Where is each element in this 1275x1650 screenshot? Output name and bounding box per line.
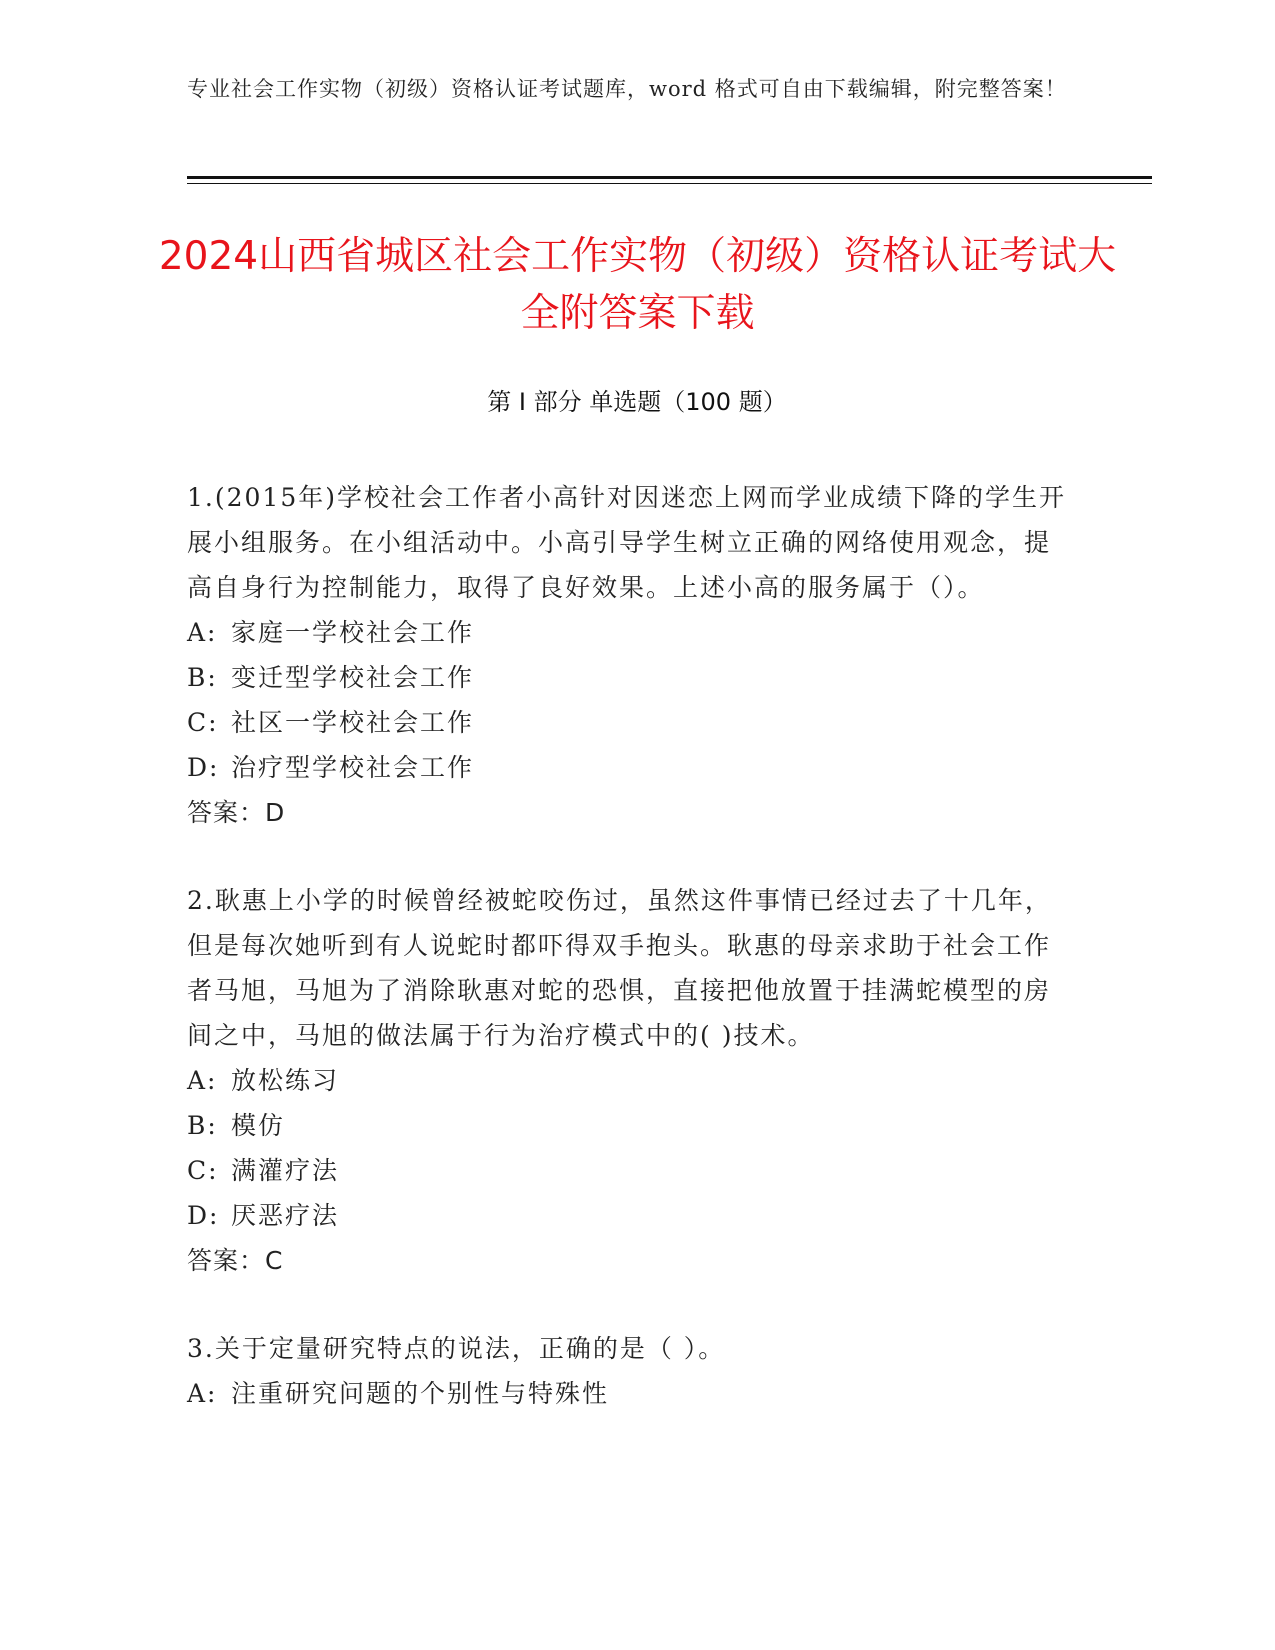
option-text: 模仿 [231,1111,286,1140]
option-text: 注重研究问题的个别性与特殊性 [231,1379,610,1408]
answer-line: 答案：C [187,1246,284,1275]
option-b [187,655,1067,700]
option-text: 放松练习 [231,1066,340,1095]
option-a [187,610,1067,655]
option-a [187,1058,1067,1103]
option-b [187,1103,1067,1148]
option-key: A: [187,618,218,647]
question-stem: 2.耿惠上小学的时候曾经被蛇咬伤过，虽然这件事情已经过去了十几年，但是每次她听到有人说蛇时都吓得双手抱头。耿惠的母亲求助于社会工作者马旭，马旭为了消除耿惠对蛇的恐惧，直接把他放置于挂满蛇模型的房间之中，马旭的做法属于行为治疗模式中的( )技术。 [187,886,1052,1050]
header-divider-thin [187,183,1152,184]
question-3 [187,1326,1067,1416]
question-2 [187,878,1067,1283]
question-stem: 1.(2015年)学校社会工作者小高针对因迷恋上网而学业成绩下降的学生开展小组服务。在小组活动中。小高引导学生树立正确的网络使用观念，提高自身行为控制能力，取得了良好效果。上述小高的服务属于（）。 [187,483,1066,602]
option-a [187,1371,1067,1416]
option-text: 社区一学校社会工作 [231,708,475,737]
question-list [187,475,1067,1459]
document-title: 2024山西省城区社会工作实物（初级）资格认证考试大全附答案下载 [158,234,1117,336]
option-d [187,745,1067,790]
section-heading: 第 I 部分 单选题（100 题） [487,388,787,416]
header-note: 专业社会工作实物（初级）资格认证考试题库，word 格式可自由下载编辑，附完整答案！ [187,77,1067,101]
option-key: A: [187,1066,218,1095]
header-divider [187,176,1152,179]
option-c [187,1148,1067,1193]
option-key: D: [187,1201,220,1230]
option-d [187,1193,1067,1238]
option-key: A: [187,1379,218,1408]
option-key: B: [187,663,218,692]
option-text: 厌恶疗法 [231,1201,340,1230]
question-1 [187,475,1067,835]
option-key: B: [187,1111,218,1140]
option-text: 治疗型学校社会工作 [231,753,475,782]
option-key: C: [187,1156,219,1185]
question-stem: 3.关于定量研究特点的说法，正确的是（ ）。 [187,1334,726,1363]
option-text: 变迁型学校社会工作 [231,663,475,692]
answer-line: 答案：D [187,798,286,827]
option-key: C: [187,708,219,737]
option-c [187,700,1067,745]
option-text: 满灌疗法 [231,1156,340,1185]
option-text: 家庭一学校社会工作 [231,618,475,647]
option-key: D: [187,753,220,782]
